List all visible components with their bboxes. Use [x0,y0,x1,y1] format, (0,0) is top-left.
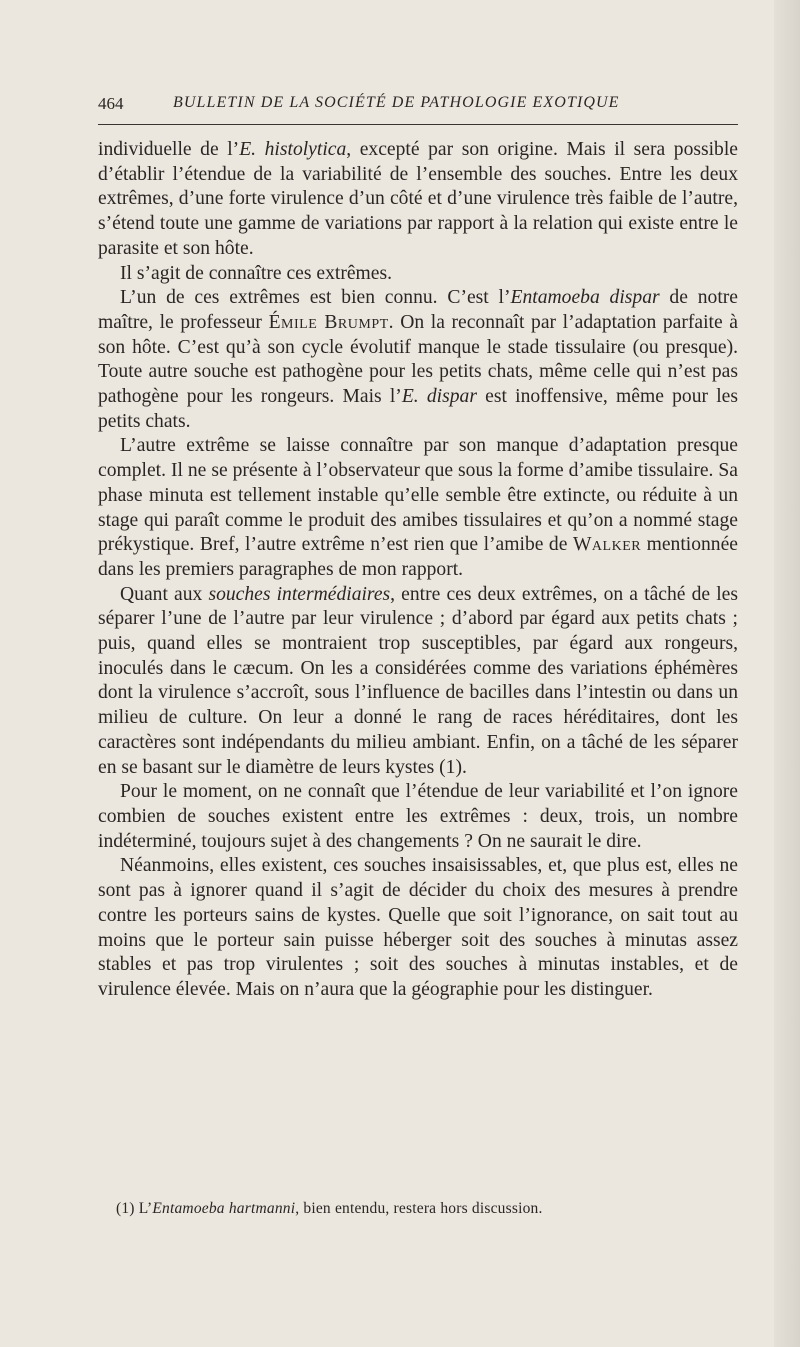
text-run: L’autre extrême se laisse connaître par son manque d’adaptation presque complet. Il ne se présente à l’observateur que sous la forme d’amibe tissulaire. Sa phase minuta est tellement instable qu’elle semble être extincte, ou réduite à un stage qui paraît comme le produit des amibes tissulaires et qu’on a nommé stage prékystique. Bref, l’autre extrême n’est rien que l’amibe de [98,435,738,556]
text-run: de notre maître, le professeur [98,287,738,333]
article-body [98,138,738,1003]
text-run: mentionnée dans les premiers paragraphes de mon rapport. [98,534,738,580]
running-header [98,94,738,124]
paragraph [98,434,738,582]
text-run: Néanmoins, elles existent, ces souches insaisissables, et, que plus est, elles ne sont pas à ignorer quand il s’agit de décider du choix des mesures à prendre contre les porteurs sains de kystes. Quelle que soit l’ignorance, on sait tout au moins que le porteur sain puisse héberger soit des souches à minutas assez stables et pas trop virulentes ; soit des souches à minutas instables, et de virulence élevée. Mais on n’aura que la géographie pour les distinguer. [98,855,738,1000]
italic-text: souches intermédiaires [208,583,391,605]
paragraph [98,780,738,854]
text-run: , bien entendu, restera hors discussion. [295,1200,543,1217]
text-run: individuelle de l’ [98,139,240,160]
text-run: , excepté par son origine. Mais il sera possible d’établir l’étendue de la variabilité de l’ensemble des souches. Entre les deux extrêmes, d’une forte virulence d’un côté et d’une virulence très faible de l’autre, s’étend toute une gamme de variations par rapport à la relation qui existe entre le parasite et son hôte. [98,139,738,259]
page-number: 464 [98,94,124,113]
author-name-smallcaps: Émile Brumpt [268,311,389,333]
italic-text: E. histolytica [239,139,347,160]
paragraph [98,583,738,781]
footnote-marker: (1) [116,1200,139,1217]
footnote [116,1199,736,1219]
italic-text: E. dispar [401,386,477,408]
paragraph [98,262,738,287]
paragraph [98,286,738,434]
paragraph [98,854,738,1002]
text-run: L’ [138,1200,153,1217]
text-run: Pour le moment, on ne connaît que l’étendue de leur variabilité et l’on ignore combien de souches existent entre les extrêmes : deux, trois, un nombre indéterminé, toujours sujet à des changements ? On ne saurait le dire. [98,781,738,852]
paragraph [98,138,738,262]
italic-text: Entamoeba dispar [510,287,660,309]
text-run: Quant aux [120,583,209,605]
text-run: est inoffensive, même pour les petits chats. [98,386,738,432]
page-edge-shadow [774,0,800,1347]
author-name-smallcaps: Walker [572,534,642,556]
journal-running-title: BULLETIN DE LA SOCIÉTÉ DE PATHOLOGIE EXOTIQUE [173,94,620,111]
italic-text: Entamoeba hartmanni [152,1200,296,1217]
text-run: L’un de ces extrêmes est bien connu. C’est l’ [120,287,511,309]
header-rule [98,124,738,125]
text-run: . On la reconnaît par l’adaptation parfaite à son hôte. C’est qu’à son cycle évolutif manque le stade tissulaire (ou presque). Toute autre souche est pathogène pour les petits chats, même celle qui n’est pas pathogène pour les rongeurs. Mais l’ [98,311,738,408]
text-run: , entre ces deux extrêmes, on a tâché de les séparer l’une de l’autre par leur virulence ; d’abord par égard aux petits chats ; puis, quand elles se montraient trop susceptibles, par égard aux rongeurs, inoculés dans le cæcum. On les a considérées comme des variations éphémères dont la virulence s’accroît, sous l’influence de bacilles dans l’intestin ou dans un milieu de culture. On leur a donné le rang de races héréditaires, dont les caractères sont indépendants du milieu ambiant. Enfin, on a tâché de les séparer en se basant sur le diamètre de leurs kystes (1). [98,583,738,778]
text-run: Il s’agit de connaître ces extrêmes. [120,262,393,284]
footnote-text [139,1200,543,1217]
